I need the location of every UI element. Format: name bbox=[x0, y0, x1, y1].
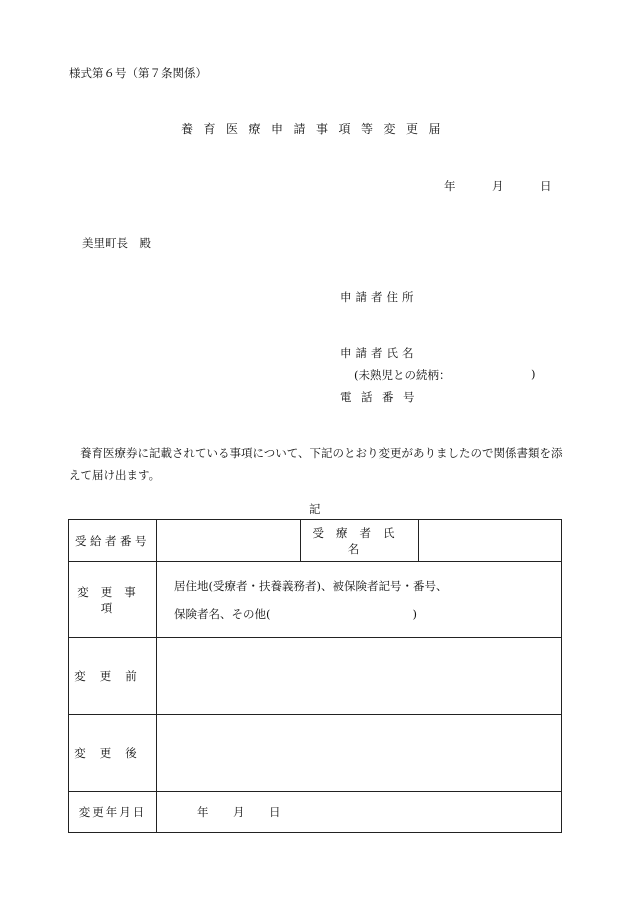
change-items-line1: 居住地(受療者・扶養義務者)、被保険者記号・番号、 bbox=[174, 578, 448, 593]
date-day: 日 bbox=[540, 179, 552, 193]
table-row bbox=[69, 520, 562, 562]
form-number: 様式第６号（第７条関係） bbox=[69, 66, 207, 80]
patient-name-label: 受療者氏名 bbox=[301, 520, 419, 562]
change-date-label: 変更年月日 bbox=[69, 792, 157, 833]
after-change-label: 変更後 bbox=[69, 715, 157, 792]
date-year: 年 bbox=[444, 179, 456, 193]
before-change-label: 変更前 bbox=[69, 638, 157, 715]
submission-date bbox=[444, 178, 552, 194]
change-items-line2 bbox=[174, 600, 561, 628]
after-change-field[interactable] bbox=[157, 715, 562, 792]
change-items-other: 保険者名、その他( bbox=[174, 606, 271, 621]
table-row bbox=[69, 715, 562, 792]
notice-text: 養育医療券に記載されている事項について、下記のとおり変更がありましたので関係書類を添えて届け出ます。 bbox=[69, 446, 563, 482]
phone-label: 電話番号 bbox=[340, 390, 424, 404]
applicant-name-label: 申請者氏名 bbox=[340, 346, 418, 360]
applicant-address-label: 申請者住所 bbox=[340, 290, 418, 304]
ki-heading: 記 bbox=[309, 502, 321, 516]
table-row bbox=[69, 562, 562, 638]
change-item-label: 変更事項 bbox=[69, 562, 157, 638]
change-items-close-paren: ) bbox=[412, 606, 417, 621]
recipient-number-field[interactable] bbox=[157, 520, 301, 562]
change-date-day: 日 bbox=[269, 805, 281, 819]
table-row bbox=[69, 638, 562, 715]
table-row bbox=[69, 792, 562, 833]
change-date-month: 月 bbox=[233, 805, 245, 819]
document-title: 養育医療申請事項等変更届 bbox=[181, 122, 452, 136]
recipient-number-label: 受給者番号 bbox=[69, 520, 157, 562]
relation-close-paren: ) bbox=[531, 367, 536, 381]
relation-label: (未熟児との続柄： bbox=[354, 368, 451, 382]
change-form-table bbox=[68, 519, 562, 833]
patient-name-field[interactable] bbox=[419, 520, 562, 562]
change-date-field[interactable] bbox=[157, 792, 562, 833]
change-date-year: 年 bbox=[197, 805, 209, 819]
before-change-field[interactable] bbox=[157, 638, 562, 715]
change-items-field[interactable] bbox=[157, 562, 562, 638]
date-month: 月 bbox=[492, 179, 504, 193]
addressee: 美里町長 殿 bbox=[82, 236, 151, 250]
